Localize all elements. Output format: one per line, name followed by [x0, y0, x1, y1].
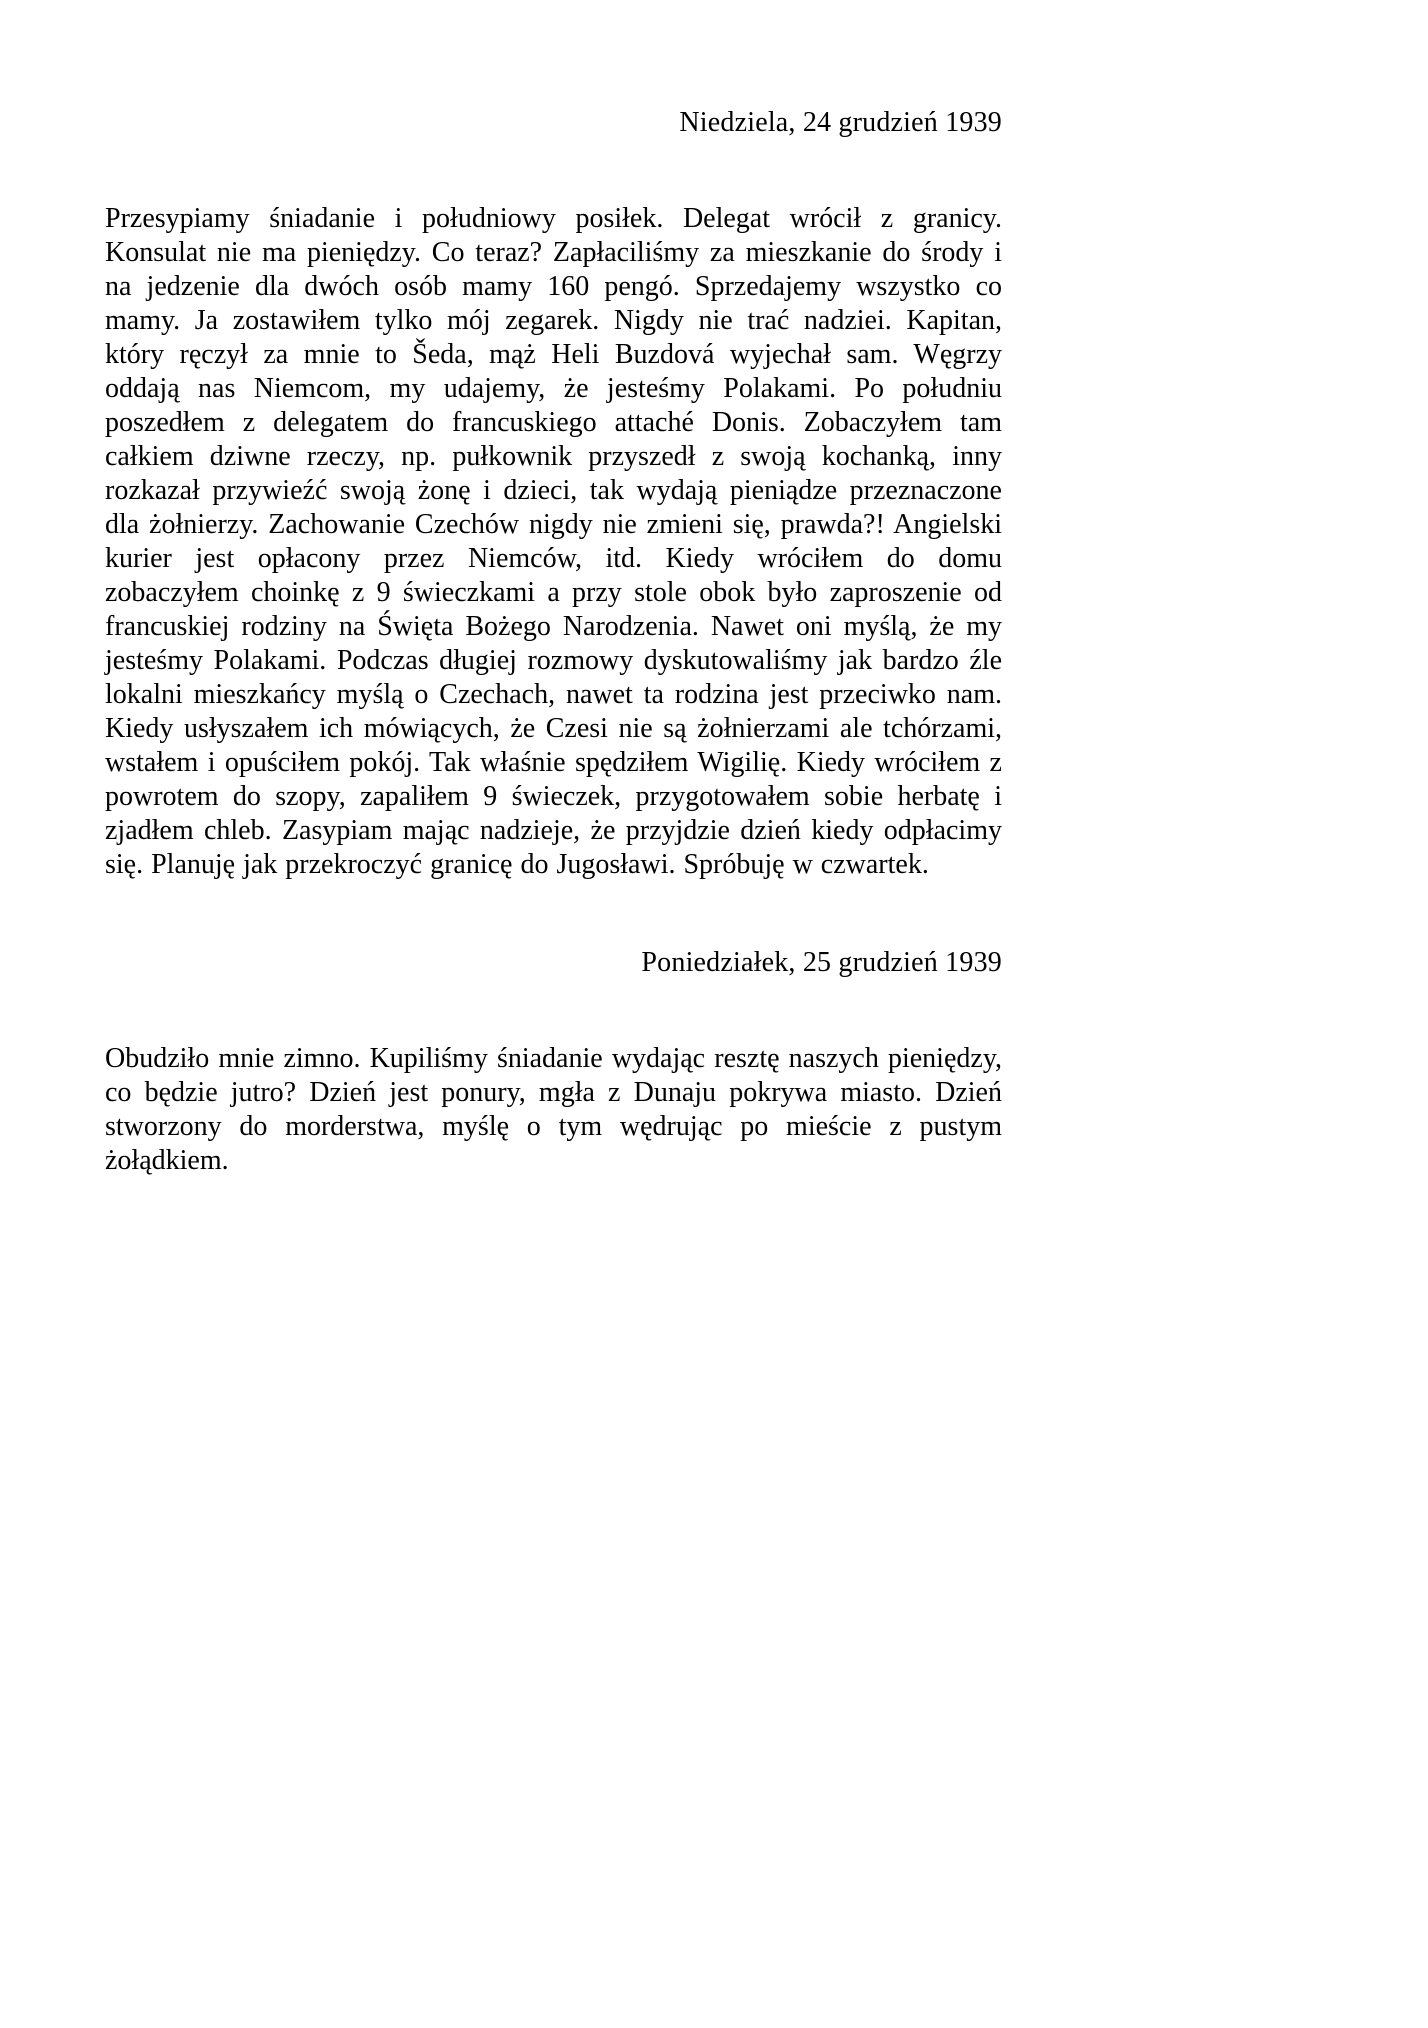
diary-entry-2: [105, 946, 1002, 1178]
entry-date: Poniedziałek, 25 grudzień 1939: [641, 947, 1002, 978]
entry-body: Przesypiamy śniadanie i południowy posiłek. Delegat wrócił z granicy. Konsulat nie ma pieniędzy. Co teraz? Zapłaciliśmy za mieszkanie do środy i na jedzenie dla dwóch osób mamy 160 pengó. Sprzedajemy wszystko co mamy. Ja zostawiłem tylko mój zegarek. Nigdy nie trać nadziei. Kapitan, który ręczył za mnie to Šeda, mąż Heli Buzdová wyjechał sam. Węgrzy oddają nas Niemcom, my udajemy, że jesteśmy Polakami. Po południu poszedłem z delegatem do francuskiego attaché Donis. Zobaczyłem tam całkiem dziwne rzeczy, np. pułkownik przyszedł z swoją kochanką, inny rozkazał przywieźć swoją żonę i dzieci, tak wydają pieniądze przeznaczone dla żołnierzy. Zachowanie Czechów nigdy nie zmieni się, prawda?! Angielski kurier jest opłacony przez Niemców, itd. Kiedy wróciłem do domu zobaczyłem choinkę z 9 świeczkami a przy stole obok było zaproszenie od francuskiej rodziny na Święta Bożego Narodzenia. Nawet oni myślą, że my jesteśmy Polakami. Podczas długiej rozmowy dyskutowaliśmy jak bardzo źle lokalni mieszkańcy myślą o Czechach, nawet ta rodzina jest przeciwko nam. Kiedy usłyszałem ich mówiących, że Czesi nie są żołnierzami ale tchórzami, wstałem i opuściłem pokój. Tak właśnie spędziłem Wigilię. Kiedy wróciłem z powrotem do szopy, zapaliłem 9 świeczek, przygotowałem sobie herbatę i zjadłem chleb. Zasypiam mając nadzieje, że przyjdzie dzień kiedy odpłacimy się. Planuję jak przekroczyć granicę do Jugosławi. Spróbuję w czwartek.: [105, 203, 1002, 880]
entry-body: Obudziło mnie zimno. Kupiliśmy śniadanie wydając resztę naszych pieniędzy, co będzie jutro? Dzień jest ponury, mgła z Dunaju pokrywa miasto. Dzień stworzony do morderstwa, myślę o tym wędrując po mieście z pustym żołądkiem.: [105, 1043, 1002, 1176]
entry-date: Niedziela, 24 grudzień 1939: [679, 107, 1002, 138]
diary-content: [105, 106, 1002, 1178]
diary-entry-1: [105, 106, 1002, 882]
